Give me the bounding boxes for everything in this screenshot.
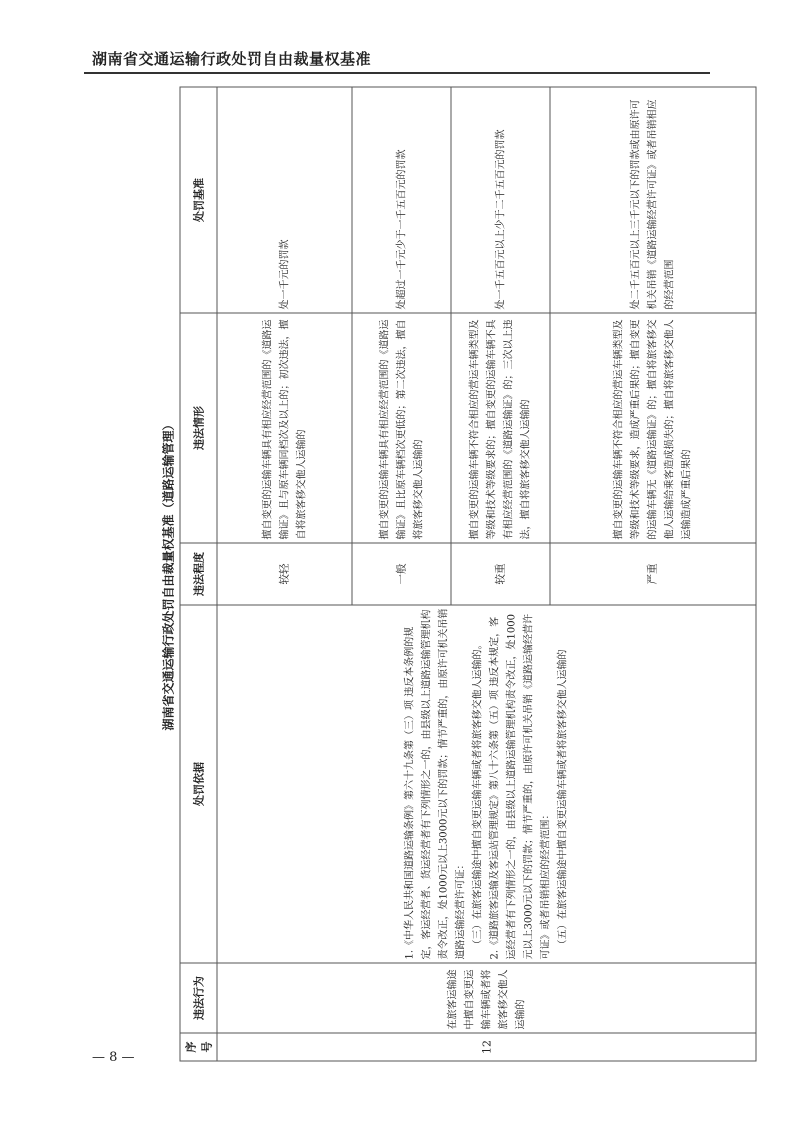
level-cell: 较轻: [217, 543, 352, 605]
row-number: 12: [217, 1033, 756, 1061]
header-rule: [84, 72, 710, 74]
basis-paragraph-4: （五）在旅客运输途中擅自变更运输车辆或者将旅客移交他人运输的: [557, 649, 569, 950]
level-cell: 严重: [550, 543, 756, 605]
page-header-title: 湖南省交通运输行政处罚自由裁量权基准: [92, 50, 372, 68]
violation-act: 在旅客运输途中擅自变更运输车辆或者将旅客移交他人运输的: [217, 963, 756, 1033]
penalty-basis: [217, 605, 756, 963]
basis-paragraph-3: 2.《道路旅客运输及客运站管理规定》第八十六条第（五）项 违反本规定，客运经营者有下列情形之一的，由县级以上道路运输管理机构责令改正，处1000元以上3000元以下的罚款；情节严重的，由原许可机关吊销《道路运输经营许可证》或者吊销相应的经营范围：: [489, 614, 552, 960]
rotated-table-area: [158, 88, 743, 1062]
table-caption: 湖南省交通运输行政处罚自由裁量权基准（道路运输管理）: [161, 418, 176, 731]
col-header-no: 序号: [180, 1033, 217, 1061]
penalty-standard-table: [180, 87, 757, 1062]
basis-paragraph-2: （三）在旅客运输途中擅自变更运输车辆或者将旅客移交他人运输的。: [472, 639, 484, 950]
col-header-basis: 处罚依据: [180, 605, 217, 963]
circumstance-text: 擅自变更的运输车辆不符合相应的营运车辆类型及等级和技术等级要求，造成严重后果的；擅自变更的运输车辆无《道路运输证》的；擅自将旅客移交他人运输给乘客造成损失的；擅自将旅客移交他人运输造成严重后果的: [613, 319, 693, 540]
penalty-text: 处一千元的罚款: [279, 239, 290, 310]
level-cell: 较重: [451, 543, 550, 605]
penalty-cell: [451, 87, 550, 313]
col-header-penalty: 处罚基准: [180, 87, 217, 313]
circumstance-cell: [217, 313, 352, 543]
penalty-text: 处超过一千元少于一千五百元的罚款: [396, 149, 407, 310]
circumstance-cell: [550, 313, 756, 543]
table-row-level-1: [217, 87, 352, 1061]
penalty-cell: [352, 87, 451, 313]
circumstance-cell: [451, 313, 550, 543]
circumstance-text: 擅自变更的运输车辆具有相应经营范围的《道路运输证》且比原车辆档次更低的；第二次违法，擅自将旅客移交他人运输的: [379, 319, 424, 540]
col-header-act: 违法行为: [180, 963, 217, 1033]
circumstance-cell: [352, 313, 451, 543]
level-cell: 一般: [352, 543, 451, 605]
circumstance-text: 擅自变更的运输车辆不符合相应的营运车辆类型及等级和技术等级要求的；擅自变更的运输车辆不具有相应经营范围的《道路运输证》的；三次以上违法，擅自将旅客移交他人运输的: [469, 319, 532, 540]
col-header-circumstance: 违法情形: [180, 313, 217, 543]
col-header-level: 违法程度: [180, 543, 217, 605]
penalty-cell: [550, 87, 756, 313]
penalty-text: 处一千五百元以上少于二千五百元的罚款: [495, 129, 506, 310]
table-header-row: [180, 87, 217, 1061]
circumstance-text: 擅自变更的运输车辆具有相应经营范围的《道路运输证》且与原车辆同档次及以上的；初次违法，擅自将旅客移交他人运输的: [262, 319, 307, 540]
penalty-cell: [217, 87, 352, 313]
page-number: — 8 —: [92, 1050, 135, 1065]
penalty-text: 处二千五百元以上三千元以下的罚款或由原许可机关吊销《道路运输经营许可证》或者吊销相应的经营范围: [630, 99, 676, 310]
basis-paragraph-1: 1.《中华人民共和国道路运输条例》第六十九条第（三）项 违反本条例的规定，客运经营者、货运经营者有下列情形之一的，由县级以上道路运输管理机构责令改正，处1000元以上3000元以下的罚款；情节严重的，由原许可机关吊销道路运输经营许可证：: [404, 608, 467, 960]
